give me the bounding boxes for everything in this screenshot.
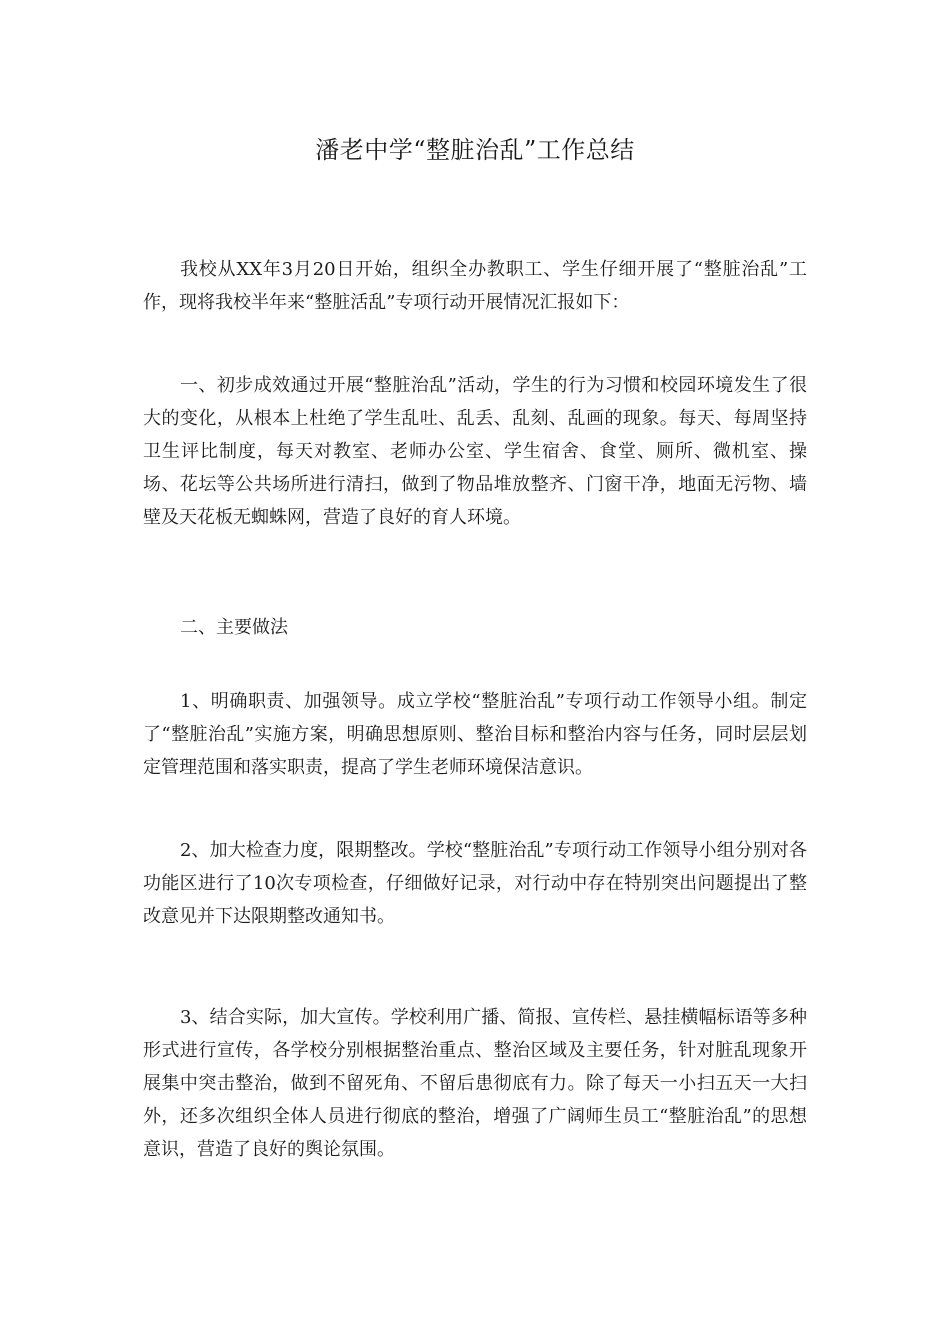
item-2-paragraph: 2、加大检查力度，限期整改。学校“整脏治乱”专项行动工作领导小组分别对各功能区进行了10次专项检查，仔细做好记录，对行动中存在特别突出问题提出了整改意见并下达限期整改通知书。 (143, 840, 807, 927)
intro-paragraph: 我校从XX年3月20日开始，组织全办教职工、学生仔细开展了“整脏治乱”工作，现将我校半年来“整脏活乱”专项行动开展情况汇报如下： (143, 259, 807, 313)
item-1-paragraph: 1、明确职责、加强领导。成立学校“整脏治乱”专项行动工作领导小组。制定了“整脏治乱”实施方案，明确思想原则、整治目标和整治内容与任务，同时层层划定管理范围和落实职责，提高了学生老师环境保洁意识。 (143, 691, 807, 778)
document-title: 潘老中学“整脏治乱”工作总结 (315, 136, 635, 164)
section-1-paragraph: 一、初步成效通过开展“整脏治乱”活动，学生的行为习惯和校园环境发生了很大的变化，从根本上杜绝了学生乱吐、乱丢、乱刻、乱画的现象。每天、每周坚持卫生评比制度，每天对教室、老师办公室、学生宿舍、食堂、厕所、微机室、操场、花坛等公共场所进行清扫，做到了物品堆放整齐、门窗干净，地面无污物、墙壁及天花板无蜘蛛网，营造了良好的育人环境。 (143, 375, 807, 528)
section-2-heading: 二、主要做法 (180, 617, 288, 638)
item-3-paragraph: 3、结合实际，加大宣传。学校利用广播、简报、宣传栏、悬挂横幅标语等多种形式进行宣传，各学校分别根据整治重点、整治区域及主要任务，针对脏乱现象开展集中突击整治，做到不留死角、不留后患彻底有力。除了每天一小扫五天一大扫外，还多次组织全体人员进行彻底的整治，增强了广阔师生员工“整脏治乱”的思想意识，营造了良好的舆论氛围。 (143, 1007, 807, 1160)
